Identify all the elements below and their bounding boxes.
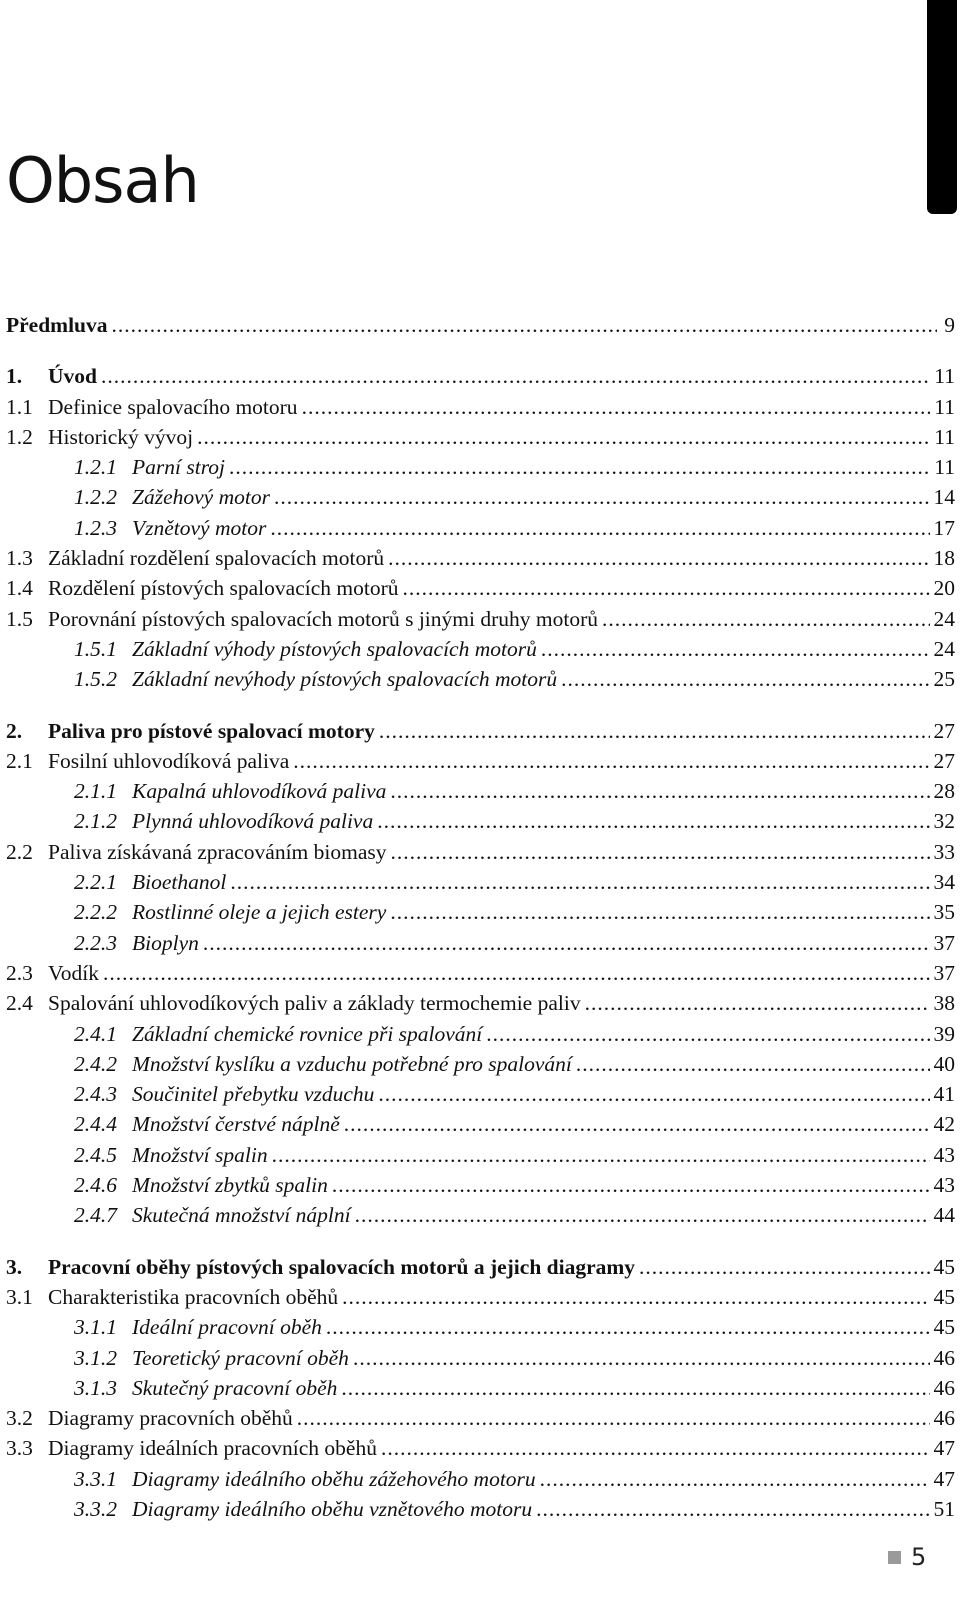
toc-entry-number: 2.1.1 [74,779,117,804]
toc-entry[interactable] [6,961,955,991]
toc-entry-page: 20 [933,576,955,601]
dot-leader [344,1112,930,1137]
toc-entry-page: 27 [933,718,955,743]
dot-leader [391,840,930,865]
toc-entry[interactable] [6,1467,955,1497]
toc-entry-text [74,1112,340,1137]
toc-entry-number: 2.4.6 [74,1173,117,1198]
toc-entry-page: 11 [934,424,955,449]
toc-entry-title: Fosilní uhlovodíková paliva [48,748,290,773]
toc-entry-text [74,1346,349,1371]
toc-entry-title: Diagramy pracovních oběhů [48,1406,293,1431]
toc-entry-number: 3.3 [6,1436,33,1461]
dot-leader [390,779,929,804]
toc-entry-title: Vodík [48,960,99,985]
toc-entry-title: Skutečný pracovní oběh [132,1375,338,1400]
toc-entry-text [74,516,266,541]
toc-entry-number: 2.4.1 [74,1021,117,1046]
toc-entry-title: Zážehový motor [132,485,270,510]
toc-entry-page: 25 [933,667,955,692]
toc-entry-text [6,395,298,420]
dot-leader [602,607,930,632]
toc-entry[interactable] [6,1255,955,1285]
dot-leader [101,364,930,389]
toc-entry-title: Množství zbytků spalin [132,1173,328,1198]
toc-entry-number: 3. [6,1254,23,1279]
dot-leader [332,1173,930,1198]
toc-entry[interactable] [6,840,955,870]
toc-entry-number: 2.4.2 [74,1051,117,1076]
toc-entry-text [74,485,270,510]
toc-entry-text [74,1022,482,1047]
toc-entry-page: 45 [933,1315,955,1340]
toc-entry[interactable] [6,1112,955,1142]
toc-entry-title: Rozdělení pístových spalovacích motorů [48,576,399,601]
dot-leader [297,1406,930,1431]
toc-entry-title: Porovnání pístových spalovacích motorů s jinými druhy motorů [48,606,598,631]
toc-entry-title: Teoretický pracovní oběh [132,1345,349,1370]
dot-leader [585,991,930,1016]
folio-square-icon [888,1551,901,1564]
dot-leader [112,313,937,338]
page-title: Obsah [6,144,199,217]
toc-entry-text [74,870,226,895]
toc-entry-title: Bioplyn [132,930,199,955]
toc-entry[interactable] [6,1346,955,1376]
toc-entry-page: 46 [933,1345,955,1370]
toc-entry-title: Předmluva [6,313,108,337]
toc-entry-text [74,667,557,692]
toc-entry-page: 14 [933,485,955,510]
toc-entry-title: Definice spalovacího motoru [48,394,298,419]
toc-entry-text [74,1052,572,1077]
toc-entry-number: 1.5.2 [74,667,117,692]
toc-entry-number: 2.4.5 [74,1142,117,1167]
toc-entry-page: 45 [933,1284,955,1309]
toc-entry-number: 1.2.2 [74,485,117,510]
toc-entry-text [74,1203,351,1228]
toc-entry-page: 11 [934,394,955,419]
toc-entry-page: 41 [933,1082,955,1107]
toc-entry-page: 28 [933,779,955,804]
toc-entry[interactable] [6,1376,955,1406]
toc-entry[interactable] [6,1436,955,1466]
toc-entry-text [6,840,387,865]
toc-entry-number: 3.2 [6,1406,33,1431]
toc-entry[interactable] [6,931,955,961]
toc-entry-page: 33 [933,839,955,864]
toc-entry-number: 3.1.2 [74,1345,117,1370]
toc-entry[interactable] [6,667,955,697]
toc-entry[interactable] [6,313,955,343]
toc-entry[interactable] [6,395,955,425]
dot-leader [388,546,929,571]
chapter-tab-marker [927,0,957,214]
toc-entry-title: Spalování uhlovodíkových paliv a základy termochemie paliv [48,991,581,1016]
toc-entry-text [74,1376,337,1401]
toc-entry-number: 2.4.3 [74,1082,117,1107]
toc-entry-text [6,1406,293,1431]
toc-entry-title: Charakteristika pracovních oběhů [48,1284,339,1309]
toc-entry[interactable] [6,576,955,606]
toc-entry[interactable] [6,1315,955,1345]
toc-entry-number: 3.1.1 [74,1315,117,1340]
toc-entry-title: Součinitel přebytku vzduchu [132,1082,375,1107]
toc-entry-number: 2.1.2 [74,809,117,834]
toc-entry-number: 3.3.1 [74,1466,117,1491]
toc-entry-text [6,749,289,774]
toc-entry-title: Základní rozdělení spalovacích motorů [48,546,385,571]
toc-entry-text [74,779,386,804]
toc-entry-page: 11 [934,364,955,389]
toc-entry-text [74,455,225,480]
toc-entry-title: Základní chemické rovnice při spalování [132,1021,483,1046]
dot-leader [576,1052,930,1077]
toc-entry-page: 34 [933,870,955,895]
toc-entry-number: 1.2 [6,424,33,449]
toc-entry[interactable] [6,900,955,930]
toc-entry-text [6,425,193,450]
toc-entry-number: 2.3 [6,960,33,985]
toc-entry[interactable] [6,809,955,839]
toc-entry-text [6,961,99,986]
dot-leader [230,870,929,895]
toc-entry-page: 32 [933,809,955,834]
toc-entry-page: 42 [933,1112,955,1137]
dot-leader [355,1203,930,1228]
dot-leader [272,1143,930,1168]
toc-entry-number: 2.2.1 [74,870,117,895]
toc-entry[interactable] [6,749,955,779]
dot-leader [229,455,930,480]
toc-entry-page: 24 [933,636,955,661]
toc-entry-text [6,546,384,571]
dot-leader [486,1022,929,1047]
dot-leader [103,961,930,986]
toc-entry[interactable] [6,1406,955,1436]
toc-entry-number: 1.5 [6,606,33,631]
page-number: 5 [911,1543,927,1571]
toc-entry-text [74,809,373,834]
toc-entry[interactable] [6,1082,955,1112]
dot-leader [293,749,929,774]
toc-entry[interactable] [6,546,955,576]
toc-entry[interactable] [6,779,955,809]
toc-entry-title: Plynná uhlovodíková paliva [132,809,374,834]
toc-entry-text [6,607,598,632]
toc-entry-title: Ideální pracovní oběh [132,1315,322,1340]
toc-entry-page: 46 [933,1406,955,1431]
dot-leader [541,637,930,662]
toc-entry[interactable] [6,1173,955,1203]
toc-entry-page: 24 [933,606,955,631]
toc-entry[interactable] [6,1143,955,1173]
toc-entry-page: 47 [933,1436,955,1461]
toc-entry-page: 17 [933,515,955,540]
toc-entry-number: 3.3.2 [74,1496,117,1521]
dot-leader [390,900,929,925]
toc-entry[interactable] [6,425,955,455]
toc-entry-text [74,1467,536,1492]
toc-entry-number: 1.3 [6,546,33,571]
toc-entry-text [74,900,386,925]
toc-entry-title: Paliva získávaná zpracováním biomasy [48,839,387,864]
dot-leader [342,1285,929,1310]
toc-entry[interactable] [6,364,955,394]
dot-leader [561,667,929,692]
toc-entry-page: 9 [944,313,955,337]
toc-entry-text [6,991,581,1016]
toc-entry-text [6,1285,338,1310]
toc-entry-title: Paliva pro pístové spalovací motory [48,718,375,743]
toc-entry-text [6,1255,635,1280]
toc-entry-text [6,1436,377,1461]
toc-entry-title: Bioethanol [132,870,227,895]
toc-entry-page: 37 [933,960,955,985]
toc-entry-title: Parní stroj [132,455,225,480]
toc-entry-title: Základní výhody pístových spalovacích motorů [132,636,537,661]
dot-leader [639,1255,929,1280]
toc-entry-text [6,364,97,389]
dot-leader [274,485,930,510]
toc-entry[interactable] [6,1022,955,1052]
dot-leader [302,395,931,420]
toc-entry-title: Pracovní oběhy pístových spalovacích motorů a jejich diagramy [48,1254,636,1279]
toc-entry[interactable] [6,719,955,749]
toc-entry-number: 2.2 [6,839,33,864]
toc-entry-page: 44 [933,1203,955,1228]
toc-entry-text [74,1315,322,1340]
dot-leader [197,425,930,450]
toc-entry-page: 38 [933,991,955,1016]
dot-leader [540,1467,930,1492]
dot-leader [270,516,929,541]
dot-leader [326,1315,930,1340]
toc-entry-title: Úvod [48,364,97,389]
toc-entry-number: 2.2.3 [74,930,117,955]
toc-entry-page: 51 [933,1496,955,1521]
toc-entry-text [74,931,199,956]
toc-entry-number: 1.1 [6,394,33,419]
toc-entry-page: 37 [933,930,955,955]
toc-entry[interactable] [6,870,955,900]
toc-entry-title: Množství kyslíku a vzduchu potřebné pro spalování [132,1051,572,1076]
toc-entry-page: 11 [934,455,955,480]
toc-entry-text [6,576,399,601]
toc-entry-page: 35 [933,900,955,925]
toc-entry-text [74,1082,374,1107]
toc-entry[interactable] [6,516,955,546]
toc-entry-number: 1.2.1 [74,455,117,480]
toc-entry-number: 2.4 [6,991,33,1016]
toc-entry-page: 43 [933,1142,955,1167]
dot-leader [203,931,930,956]
dot-leader [403,576,930,601]
toc-entry-title: Historický vývoj [48,424,194,449]
toc-entry-title: Diagramy ideálních pracovních oběhů [48,1436,377,1461]
dot-leader [341,1376,929,1401]
toc-entry-page: 43 [933,1173,955,1198]
dot-leader [353,1346,930,1371]
toc-entry-title: Množství spalin [132,1142,268,1167]
toc-entry-number: 2. [6,718,23,743]
toc-entry-title: Diagramy ideálního oběhu zážehového motoru [132,1466,536,1491]
toc-entry-title: Skutečná množství náplní [132,1203,351,1228]
dot-leader [381,1436,930,1461]
toc-entry[interactable] [6,991,955,1021]
toc-entry-page: 40 [933,1051,955,1076]
toc-entry-number: 2.4.7 [74,1203,117,1228]
page-footer [888,1543,926,1571]
toc-entry-number: 1.2.3 [74,515,117,540]
dot-leader [536,1497,929,1522]
toc-entry-number: 1. [6,364,23,389]
toc-entry[interactable] [6,1052,955,1082]
toc-entry-text [74,1497,532,1522]
toc-entry-page: 46 [933,1375,955,1400]
toc-entry[interactable] [6,485,955,515]
toc-entry-title: Kapalná uhlovodíková paliva [132,779,387,804]
toc-entry-page: 39 [933,1021,955,1046]
toc-entry-number: 1.4 [6,576,33,601]
toc-entry-text [74,1143,268,1168]
toc-entry[interactable] [6,607,955,637]
toc-entry-page: 47 [933,1466,955,1491]
dot-leader [378,1082,929,1107]
toc-entry-title: Základní nevýhody pístových spalovacích motorů [132,667,558,692]
toc-entry[interactable] [6,637,955,667]
toc-entry-title: Rostlinné oleje a jejich estery [132,900,387,925]
toc-entry-page: 18 [933,546,955,571]
toc-entry[interactable] [6,1203,955,1233]
toc-entry[interactable] [6,455,955,485]
dot-leader [379,719,930,744]
toc-entry-page: 27 [933,748,955,773]
toc-entry-number: 2.1 [6,748,33,773]
toc-entry-title: Množství čerstvé náplně [132,1112,340,1137]
toc-entry-number: 3.1.3 [74,1375,117,1400]
toc-entry-title: Diagramy ideálního oběhu vznětového motoru [132,1496,533,1521]
table-of-contents [6,313,955,1527]
toc-entry-text [6,719,375,744]
toc-entry-title: Vznětový motor [132,515,267,540]
toc-entry-text [74,1173,328,1198]
toc-entry-number: 3.1 [6,1284,33,1309]
toc-entry-number: 2.2.2 [74,900,117,925]
toc-entry-text [74,637,537,662]
toc-entry[interactable] [6,1497,955,1527]
toc-entry-number: 2.4.4 [74,1112,117,1137]
toc-entry[interactable] [6,1285,955,1315]
toc-entry-page: 45 [933,1254,955,1279]
toc-entry-text [6,313,108,338]
dot-leader [377,809,929,834]
toc-entry-number: 1.5.1 [74,636,117,661]
